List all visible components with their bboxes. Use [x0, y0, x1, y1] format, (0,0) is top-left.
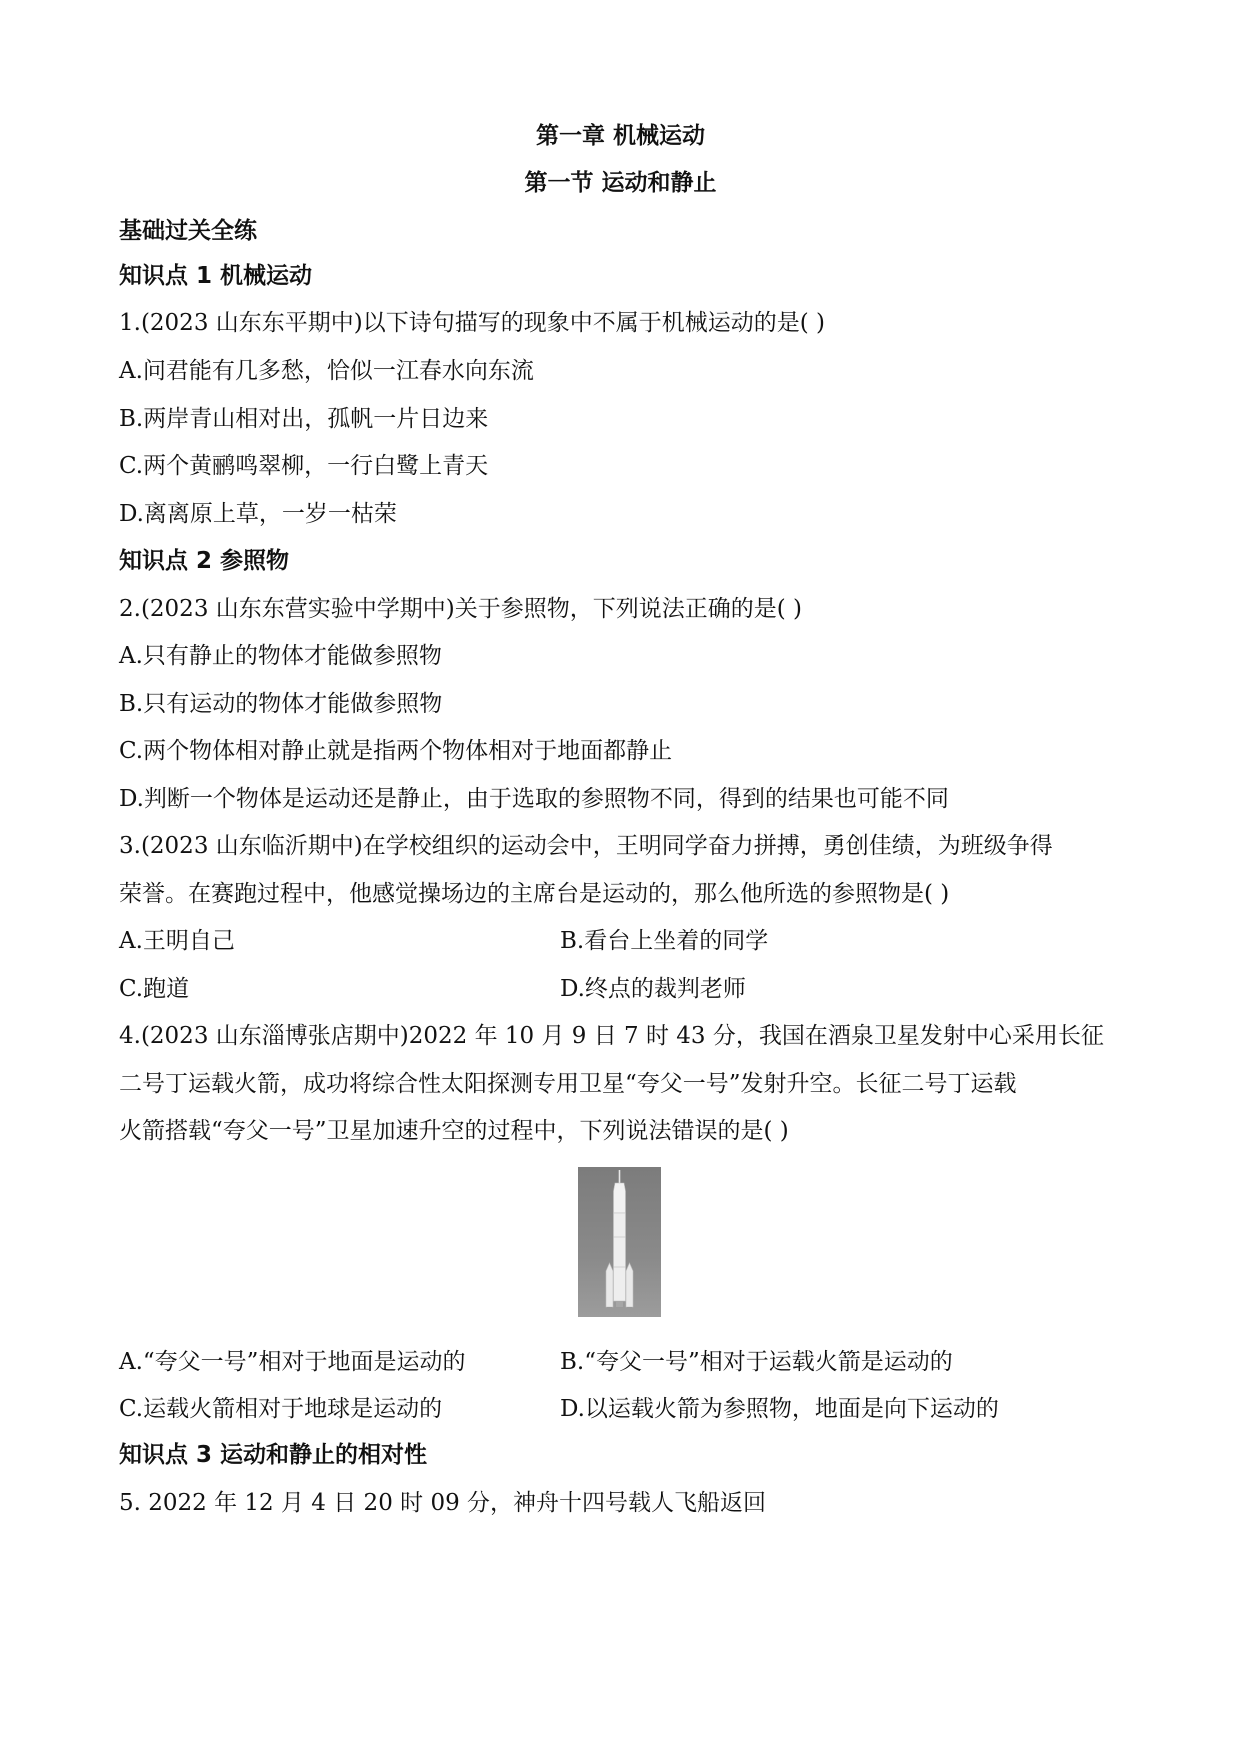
section-title: 第一节 运动和静止 [524, 170, 717, 196]
question-4-option-d: D.以运载火箭为参照物，地面是向下运动的 [560, 1396, 999, 1422]
question-4-option-a: A.“夸父一号”相对于地面是运动的 [119, 1349, 466, 1375]
question-1-stem: 1.(2023 山东东平期中)以下诗句描写的现象中不属于机械运动的是( ) [119, 310, 825, 336]
question-2-option-c: C.两个物体相对静止就是指两个物体相对于地面都静止 [119, 738, 673, 764]
question-3-option-a: A.王明自己 [119, 928, 235, 954]
question-1-option-a: A.问君能有几多愁，恰似一江春水向东流 [119, 358, 534, 384]
question-2-stem: 2.(2023 山东东营实验中学期中)关于参照物，下列说法正确的是( ) [119, 596, 802, 622]
knowledge-point-2: 知识点 2 参照物 [119, 548, 290, 574]
knowledge-point-3: 知识点 3 运动和静止的相对性 [119, 1442, 428, 1468]
question-3-option-b: B.看台上坐着的同学 [560, 928, 769, 954]
practice-heading: 基础过关全练 [119, 218, 257, 244]
rocket-launch-image [578, 1167, 661, 1317]
question-5-stem: 5. 2022 年 12 月 4 日 20 时 09 分，神舟十四号载人飞船返回 [119, 1490, 767, 1516]
rocket-icon [578, 1167, 661, 1317]
question-4-option-b: B.“夸父一号”相对于运载火箭是运动的 [560, 1349, 953, 1375]
question-4-stem-line-3: 火箭搭载“夸父一号”卫星加速升空的过程中，下列说法错误的是( ) [119, 1118, 789, 1144]
chapter-title: 第一章 机械运动 [535, 123, 705, 149]
question-3-option-c: C.跑道 [119, 976, 190, 1002]
question-1-option-d: D.离离原上草，一岁一枯荣 [119, 501, 397, 527]
question-4-option-c: C.运载火箭相对于地球是运动的 [119, 1396, 443, 1422]
question-3-stem-line-2: 荣誉。在赛跑过程中，他感觉操场边的主席台是运动的，那么他所选的参照物是( ) [119, 881, 950, 907]
question-4-stem-line-2: 二号丁运载火箭，成功将综合性太阳探测专用卫星“夸父一号”发射升空。长征二号丁运载 [119, 1071, 1017, 1097]
question-2-option-b: B.只有运动的物体才能做参照物 [119, 691, 443, 717]
question-4-stem-line-1: 4.(2023 山东淄博张店期中)2022 年 10 月 9 日 7 时 43 分，我国在酒泉卫星发射中心采用长征 [119, 1023, 1104, 1049]
question-1-option-c: C.两个黄鹂鸣翠柳，一行白鹭上青天 [119, 453, 489, 479]
question-1-option-b: B.两岸青山相对出，孤帆一片日边来 [119, 406, 489, 432]
knowledge-point-1: 知识点 1 机械运动 [119, 263, 313, 289]
question-2-option-d: D.判断一个物体是运动还是静止，由于选取的参照物不同，得到的结果也可能不同 [119, 786, 949, 812]
question-3-stem-line-1: 3.(2023 山东临沂期中)在学校组织的运动会中，王明同学奋力拼搏，勇创佳绩，为班级争得 [119, 833, 1053, 859]
question-3-option-d: D.终点的裁判老师 [560, 976, 746, 1002]
question-2-option-a: A.只有静止的物体才能做参照物 [119, 643, 442, 669]
